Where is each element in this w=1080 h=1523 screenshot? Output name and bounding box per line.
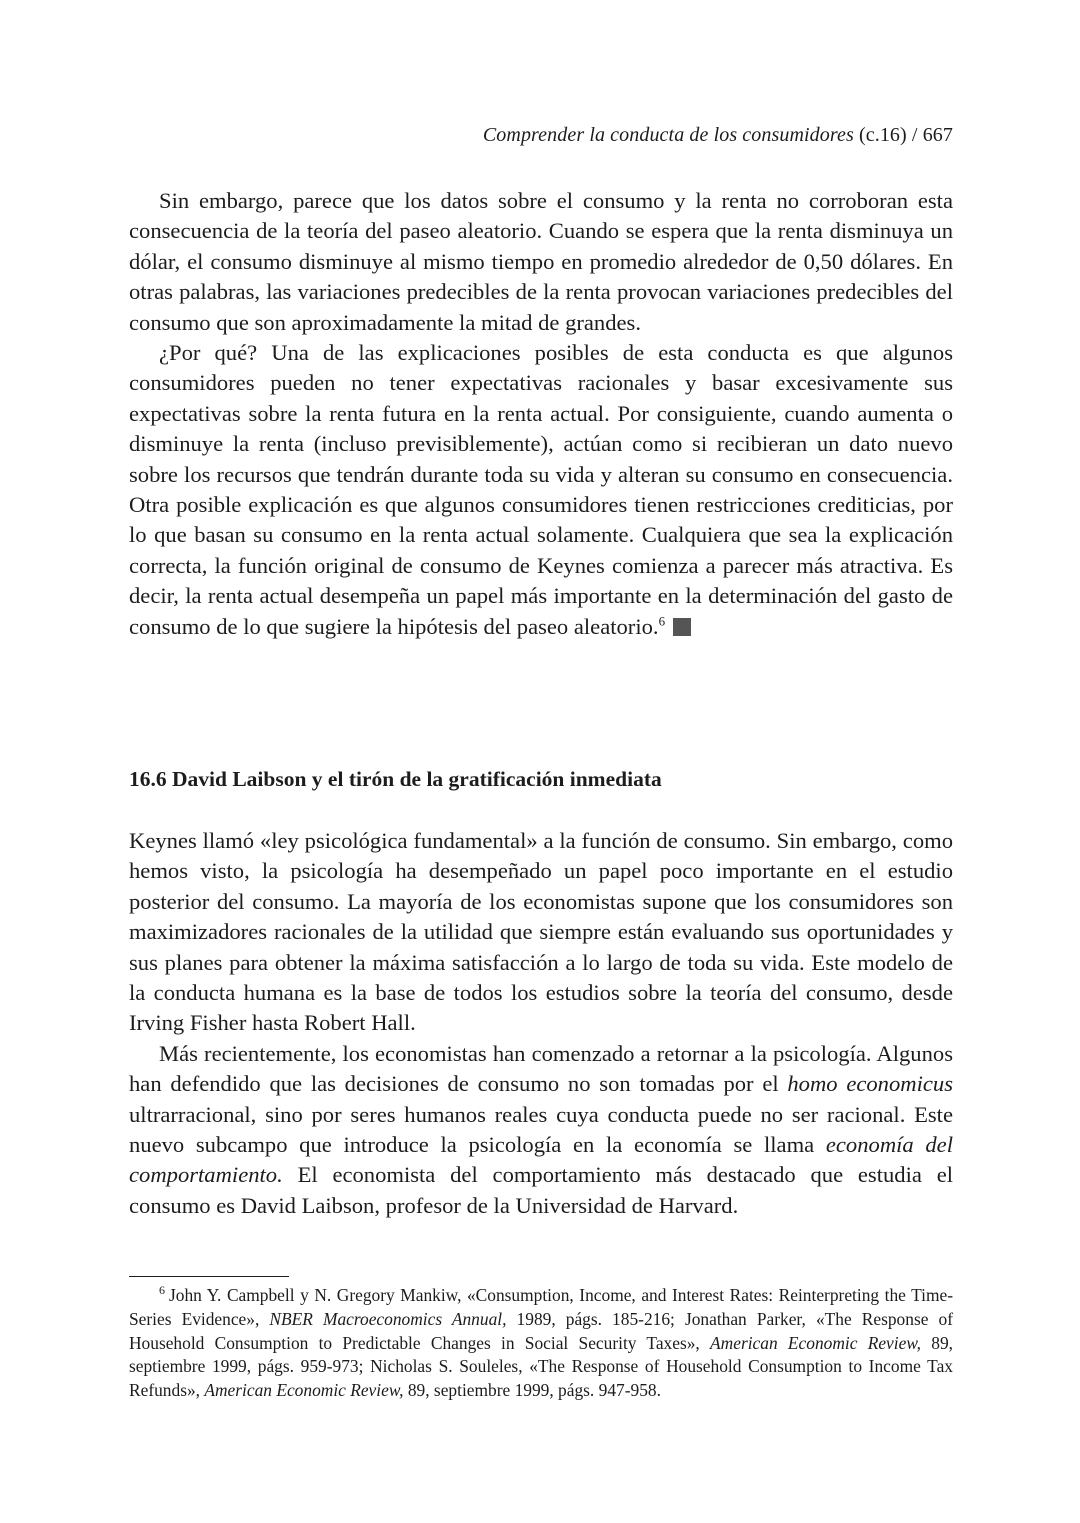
paragraph-2 <box>129 338 953 642</box>
footnote-text-b: 1989, págs. 185-216; Jonathan Parker, «The Response of Household Consumption to Predictable Changes in Social Security Taxes», <box>129 1308 953 1353</box>
body-text-bottom <box>129 826 953 1221</box>
footnote-number: 6 <box>159 1283 165 1298</box>
paragraph-4-italic-a: homo economicus <box>787 1071 953 1097</box>
page-number: 667 <box>922 124 953 146</box>
footnote-text-c: 89, septiembre 1999, págs. 959-973; Nicholas S. Souleles, «The Response of Household Consumption to Income Tax Refunds», <box>129 1332 953 1401</box>
paragraph-3 <box>129 826 953 1039</box>
section-heading: 16.6 David Laibson y el tirón de la gratificación inmediata <box>129 767 662 791</box>
footnote-reference[interactable]: 6 <box>658 613 666 629</box>
end-of-section-square-icon <box>673 618 691 636</box>
paragraph-4 <box>129 1039 953 1221</box>
footnote-italic-b: American Economic Review, <box>710 1332 921 1353</box>
paragraph-4-text-c: El economista del comportamiento más destacado que estudia el consumo es David Laibson, profesor de la Universidad de Harvard. <box>129 1162 954 1218</box>
body-text-top <box>129 186 953 642</box>
paragraph-2-text: ¿Por qué? Una de las explicaciones posibles de esta conducta es que algunos consumidores pueden no tener expectativas racionales y basar excesivamente sus expectativas sobre la renta futura en la renta actual. Por consiguiente, cuando aumenta o disminuye la renta (incluso previsiblemente), actúan como si recibieran un dato nuevo sobre los recursos que tendrán durante toda su vida y alteran su consumo en consecuencia. Otra posible explicación es que algunos consumidores tienen restricciones crediticias, por lo que basan su consumo en la renta actual solamente. Cualquiera que sea la explicación correcta, la función original de consumo de Keynes comienza a parecer más atractiva. Es decir, la renta actual desempeña un papel más importante en la determinación del gasto de consumo de lo que sugiere la hipótesis del paseo aleatorio. <box>129 340 953 639</box>
footnote-italic-c: American Economic Review, <box>204 1380 404 1401</box>
paragraph-1-text: Sin embargo, parece que los datos sobre el consumo y la renta no corroboran esta consecuencia de la teoría del paseo aleatorio. Cuando se espera que la renta disminuya un dólar, el consumo disminuye al mismo tiempo en promedio alrededor de 0,50 dólares. En otras palabras, las variaciones predecibles de la renta provocan variaciones predecibles del consumo que son aproximadamente la mitad de grandes. <box>129 188 953 335</box>
footnote-italic-a: NBER Macroeconomics Annual, <box>269 1308 507 1329</box>
footnote-divider <box>129 1276 289 1277</box>
paragraph-3-text: Keynes llamó «ley psicológica fundamental» a la función de consumo. Sin embargo, como hemos visto, la psicología ha desempeñado un papel poco importante en el estudio posterior del consumo. La mayoría de los economistas supone que los consumidores son maximizadores racionales de la utilidad que siempre están evaluando sus oportunidades y sus planes para obtener la máxima satisfacción a lo largo de toda su vida. Este modelo de la conducta humana es la base de todos los estudios sobre la teoría del consumo, desde Irving Fisher hasta Robert Hall. <box>129 828 953 1036</box>
footnote-text-a: John Y. Campbell y N. Gregory Mankiw, «Consumption, Income, and Interest Rates: Reinterpreting the Time-Series Evidence», <box>129 1285 953 1329</box>
paragraph-4-text-b: ultrarracional, sino por seres humanos reales cuya conducta puede no ser racional. Este nuevo subcampo que introduce la psicología en la economía se llama <box>129 1101 953 1158</box>
running-header-chapter: (c.16) <box>858 124 907 146</box>
footnote-text-d: 89, septiembre 1999, págs. 947-958. <box>407 1380 661 1401</box>
paragraph-1 <box>129 186 953 338</box>
running-header-separator: / <box>911 124 918 146</box>
running-header <box>483 124 953 147</box>
running-header-title: Comprender la conducta de los consumidores <box>482 124 854 146</box>
footnote-6 <box>129 1284 953 1403</box>
paragraph-4-italic-b: economía del comportamiento. <box>129 1132 953 1188</box>
paragraph-4-text-a: Más recientemente, los economistas han comenzado a retornar a la psicología. Algunos han defendido que las decisiones de consumo no son tomadas por el <box>129 1040 953 1097</box>
